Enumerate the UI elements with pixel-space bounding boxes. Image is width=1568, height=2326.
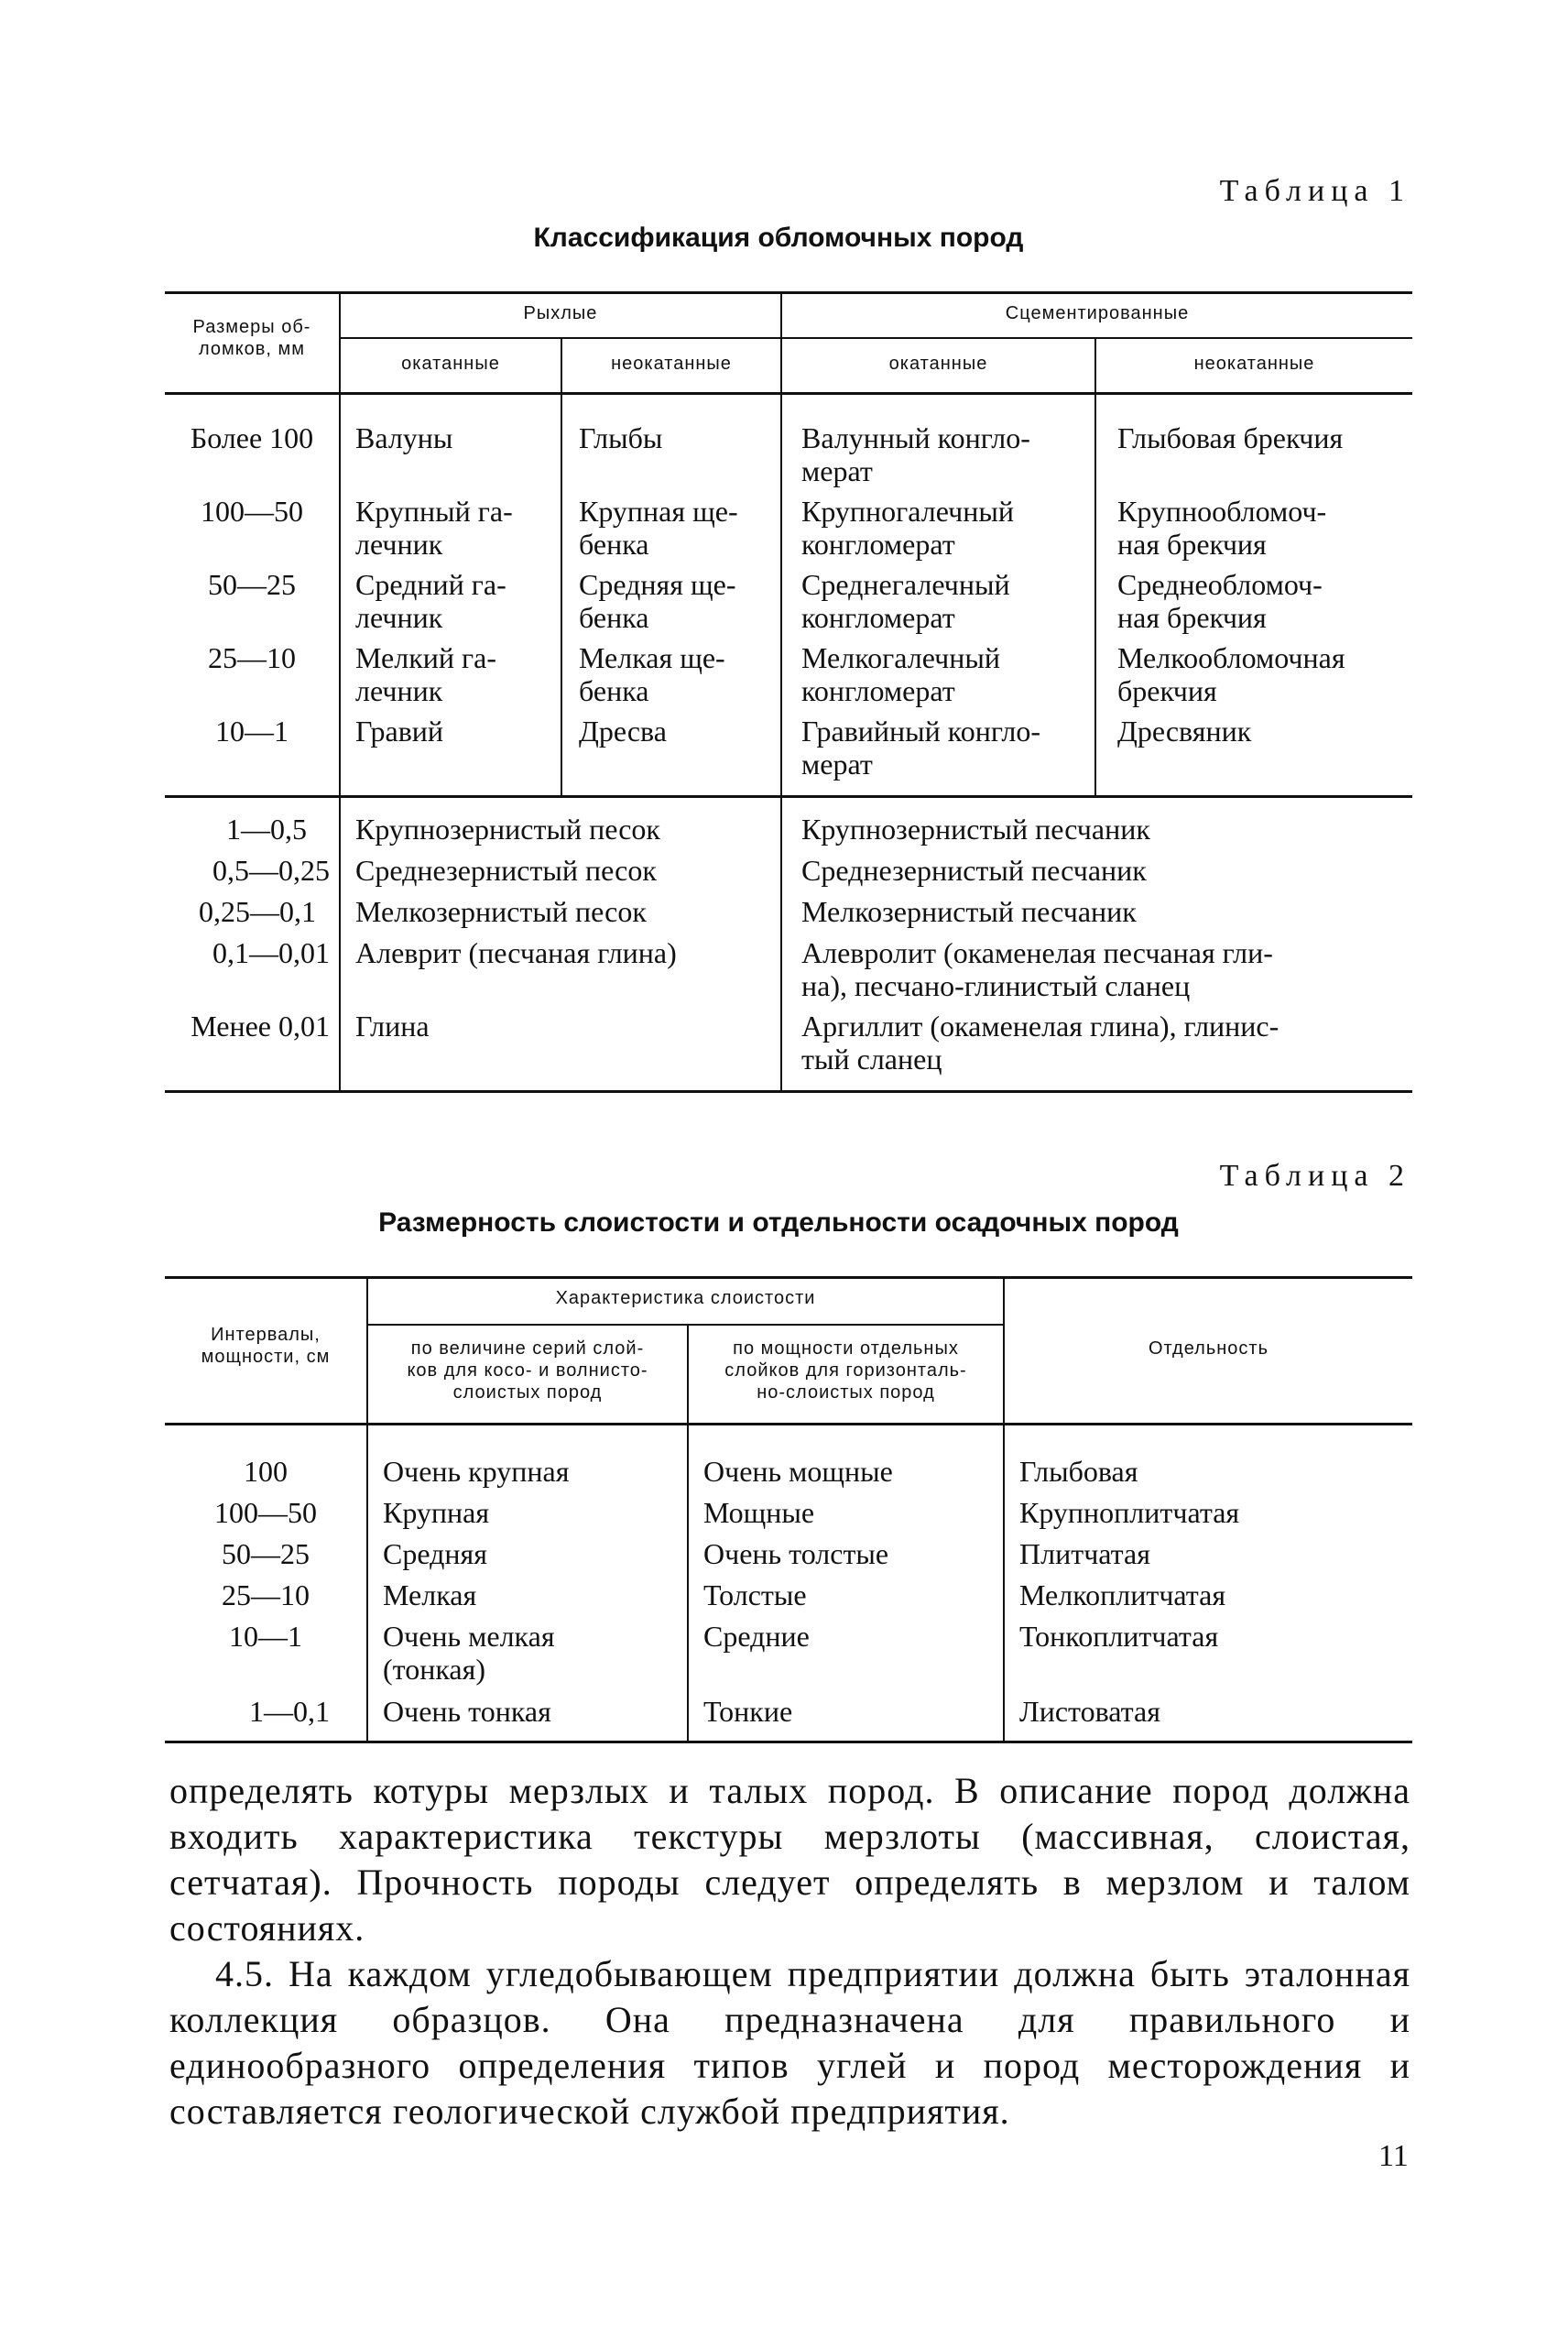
table1-size: Менее 0,01 [191,1010,330,1043]
table1-header-cemented: Сцементированные [1005,303,1190,323]
table1-cell: Гравий [355,715,444,748]
table2-interval: 100—50 [214,1496,317,1529]
table1-size: 0,5—0,25 [212,854,330,887]
table1-header-loose: Рыхлые [523,303,598,323]
table1-cell: Алевролит (окаменелая песчаная гли- на), песчано-глинистый сланец [801,936,1273,1002]
table2-interval: 50—25 [222,1537,310,1570]
table1-header-cemented-unrounded: неокатанные [1193,354,1315,374]
table1-cell: Алеврит (песчаная глина) [355,936,677,969]
table2-cell: Очень тонкая [383,1695,551,1728]
table1-cell: Глыбы [579,421,663,454]
paragraph-2: 4.5. На каждом угледобывающем предприятии должна быть эталонная коллекция образцов. Она предназначена для правильного и единообразного определения типов углей и пород месторождения и составляется геологической службой предприятия. [169,1953,1410,2132]
table2-interval: 25—10 [222,1578,310,1611]
table1-header-cemented-rounded: окатанные [888,354,988,374]
table1-cell: Глина [355,1010,430,1043]
table1-cell: Аргиллит (окаменелая глина), глинис- тый сланец [801,1010,1279,1076]
table1-cell: Крупнообломоч- ная брекчия [1117,495,1327,561]
table2-cell: Очень крупная [383,1455,570,1488]
table2-cell: Очень мелкая (тонкая) [383,1620,555,1686]
table1-cell: Дресва [579,715,667,748]
table2-cell: Мелкая [383,1578,477,1611]
table1-cell: Валуны [355,421,453,454]
table2-cell: Мощные [703,1496,815,1529]
table1-cell: Валунный конгло- мерат [801,421,1030,487]
table1-cell: Среднезернистый песчаник [801,854,1147,887]
table1-cell: Крупнозернистый песок [355,813,660,846]
table1-size: 25—10 [208,641,296,674]
table2-cell: Крупная [383,1496,490,1529]
table2-cell: Средние [703,1620,810,1653]
table2-cell: Плитчатая [1019,1537,1150,1570]
table1-cell: Средний га- лечник [355,568,506,634]
table1-cell: Мелкогалечный конгломерат [801,641,1000,707]
page-number: 11 [1378,2139,1409,2173]
table2-cell: Очень мощные [703,1455,893,1488]
table1-cell: Среднезернистый песок [355,854,657,887]
table1-cell: Мелкообломочная брекчия [1117,641,1345,707]
table2-cell: Толстые [703,1578,807,1611]
table2-interval: 1—0,1 [249,1695,330,1728]
table2-header-series: по величине серий слой- ков для косо- и волнисто- слоистых пород [407,1338,648,1403]
table2-title: Размерность слоистости и отдельности осадочных пород [378,1207,1179,1238]
table1-cell: Дресвяник [1117,715,1252,748]
table2-cell: Тонкоплитчатая [1019,1620,1219,1653]
table2-label: Таблица 2 [1219,1159,1410,1193]
table1-title: Классификация обломочных пород [533,223,1024,253]
table2-cell: Глыбовая [1019,1455,1138,1488]
table1-cell: Мелкий га- лечник [355,641,496,707]
table2-interval: 100 [244,1455,288,1488]
table1-cell: Мелкая ще- бенка [579,641,725,707]
table1-cell: Крупный га- лечник [355,495,513,561]
table2-cell: Тонкие [703,1695,793,1728]
table1-header-loose-unrounded: неокатанные [611,354,732,374]
table1-cell: Глыбовая брекчия [1117,421,1344,454]
table1-cell: Крупнозернистый песчаник [801,813,1150,846]
paragraph-1: определять котуры мерзлых и талых пород. В описание пород должна входить характеристика текстуры мерзлоты (массивная, слоистая, сетчатая). Прочность породы следует определять в мерзлом и талом состояниях. [169,1770,1410,1949]
table1-size: Более 100 [190,421,314,454]
table2-cell: Крупноплитчатая [1019,1496,1240,1529]
table2-header-thickness: по мощности отдельных слойков для горизонталь- но-слоистых пород [724,1338,967,1403]
table1-cell: Мелкозернистый песок [355,895,647,928]
table1-size: 100—50 [201,495,303,528]
table2-header-parting: Отдельность [1148,1338,1269,1359]
table1-header-loose-rounded: окатанные [401,354,500,374]
table1-header-size: Размеры об- ломков, мм [192,317,311,359]
table1-cell: Средняя ще- бенка [579,568,736,634]
table2-interval: 10—1 [229,1620,302,1653]
table1-size: 0,25—0,1 [199,895,316,928]
table1-cell: Мелкозернистый песчаник [801,895,1137,928]
table2-header-layering: Характеристика слоистости [555,1288,816,1308]
table2-cell: Очень толстые [703,1537,889,1570]
table1-cell: Среднеобломоч- ная брекчия [1117,568,1323,634]
table1-cell: Крупногалечный конгломерат [801,495,1014,561]
table2-cell: Мелкоплитчатая [1019,1578,1226,1611]
table1-cell: Среднегалечный конгломерат [801,568,1010,634]
table1-size: 50—25 [208,568,296,601]
table1-size: 1—0,5 [226,813,307,846]
table2-cell: Листоватая [1019,1695,1160,1728]
table1-size: 0,1—0,01 [212,936,330,969]
table1-cell: Крупная ще- бенка [579,495,738,561]
table2-cell: Средняя [383,1537,487,1570]
table2-header-interval: Интервалы, мощности, см [201,1325,331,1367]
table1-size: 10—1 [215,715,289,748]
table1-cell: Гравийный конгло- мерат [801,715,1040,781]
table1-label: Таблица 1 [1219,174,1410,208]
